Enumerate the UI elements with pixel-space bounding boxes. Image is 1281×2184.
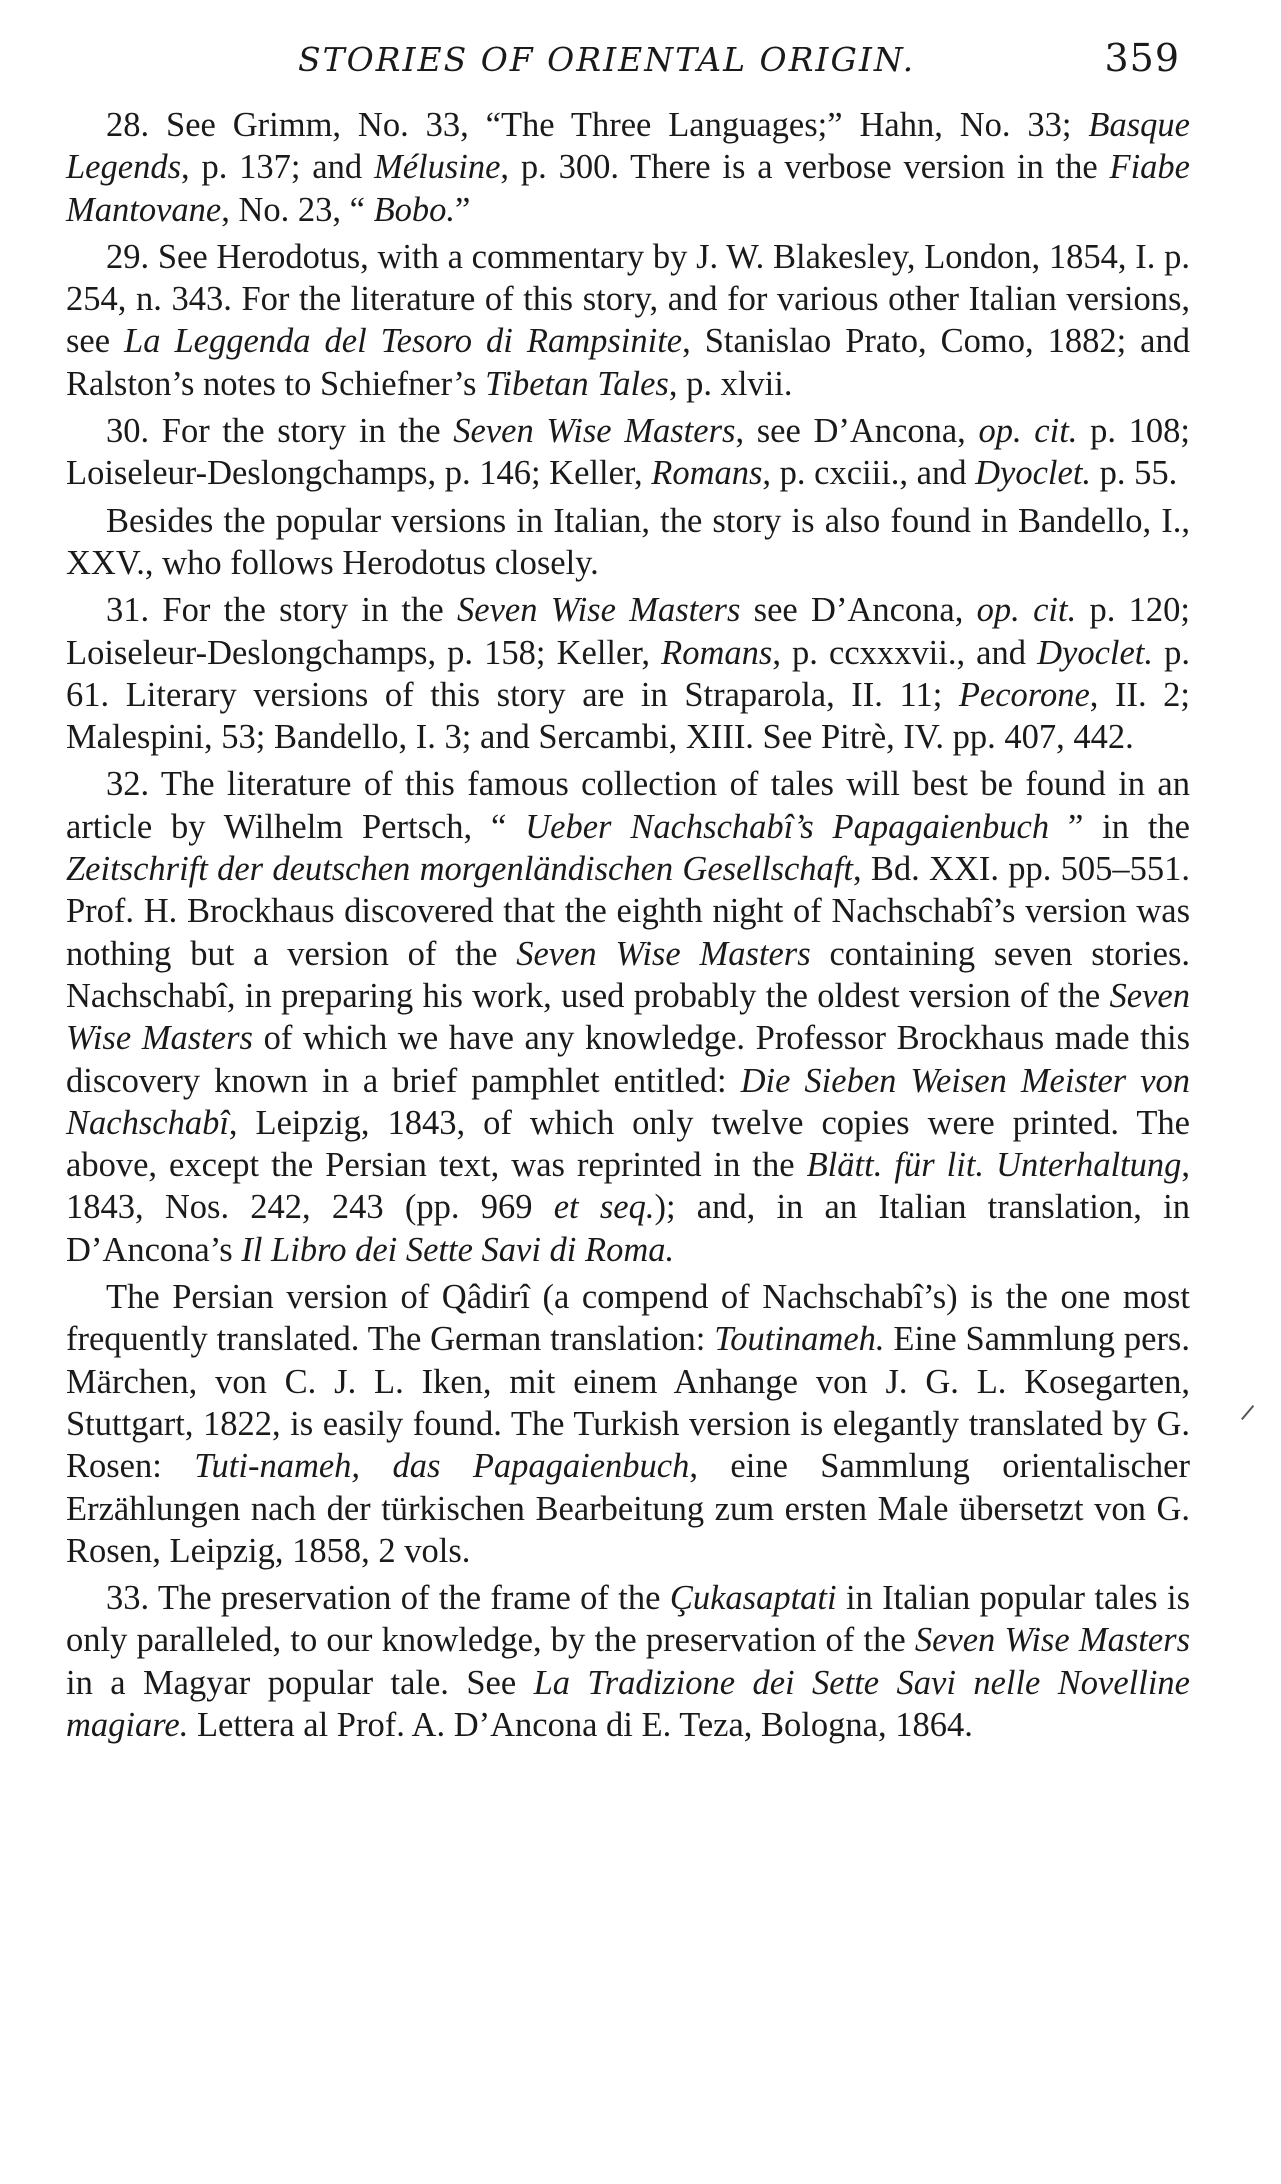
- italic-title: Dyoclet.: [1037, 633, 1154, 672]
- text-run: 28. See Grimm, No. 33, “The Three Languages;” Hahn, No. 33;: [106, 106, 1089, 144]
- text-run: , p. 137; and: [181, 148, 374, 187]
- text-run: Eine Sammlung pers. Märchen, von C. J. L. Iken, mit einem Anhange von J. G. L. Kosegarten, Stuttgart, 1822, is easily found. The Turkish version is elegantly translated by G. Rosen:: [66, 1320, 1190, 1486]
- italic-title: Romans: [651, 454, 763, 493]
- italic-title: Blätt. für lit. Unterhaltung: [806, 1146, 1182, 1185]
- italic-title: Pecorone: [958, 675, 1090, 714]
- note-32-continued: [66, 1276, 1190, 1572]
- text-run: , Bd. XXI. pp. 505–551. Prof. H. Brockhaus discovered that the eighth night of Nachschabî’s version was nothing but a version of the: [66, 850, 1190, 973]
- italic-title: Seven Wise Masters: [516, 934, 811, 973]
- text-run: , No. 23, “: [221, 190, 374, 229]
- text-run: The Persian version of Qâdirî (a compend of Nachschabî’s) is the one most frequently translated. The German translation:: [66, 1278, 1190, 1359]
- italic-title: La Tradizione dei Sette Savi nelle Novelline magiare.: [66, 1663, 1190, 1744]
- italic-title: Mélusine: [373, 148, 501, 187]
- italic-title: Çukasaptati: [669, 1579, 837, 1618]
- italic-title: Dyoclet.: [975, 454, 1092, 493]
- text-run: Lettera al Prof. A. D’Ancona di E. Teza, Bologna, 1864.: [188, 1705, 973, 1744]
- text-run: ); and, in an Italian translation, in D’Ancona’s: [66, 1188, 1190, 1269]
- italic-title: op. cit.: [976, 591, 1077, 630]
- text-run: in a Magyar popular tale. See: [66, 1663, 534, 1702]
- note-28: [66, 104, 1190, 231]
- note-30-continued: [66, 500, 1190, 585]
- italic-title: La Leggenda del Tesoro di Rampsinite: [124, 322, 683, 361]
- text-run: ”: [455, 190, 471, 229]
- text-run: ” in the: [1049, 807, 1190, 846]
- text-run: 30. For the story in the: [106, 412, 454, 451]
- italic-title: Zeitschrift der deutschen morgenländischen Gesellschaft: [66, 850, 853, 889]
- text-run: , see D’Ancona,: [735, 412, 979, 451]
- italic-title: Seven Wise Masters: [66, 976, 1190, 1058]
- text-run: p. 61. Literary versions of this story are in Straparola, II. 11;: [66, 633, 1190, 714]
- italic-title: et seq.: [553, 1188, 655, 1227]
- italic-title: Tuti-nameh, das Papagaienbuch: [194, 1447, 690, 1486]
- text-run: 31. For the story in the: [106, 591, 457, 630]
- text-run: 33. The preservation of the frame of the: [106, 1579, 670, 1618]
- italic-title: Basque Legends: [66, 106, 1190, 187]
- italic-title: Fiabe Mantovane: [66, 148, 1190, 229]
- italic-title: Il Libro dei Sette Savi di Roma.: [241, 1230, 675, 1269]
- italic-title: Die Sieben Weisen Meister von Nachschabî: [66, 1061, 1191, 1142]
- italic-title: op. cit.: [978, 412, 1078, 451]
- text-run: p. 55.: [1091, 454, 1178, 493]
- text-run: 29. See Herodotus, with a commentary by J. W. Blakesley, London, 1854, I. p. 254, n. 343. For the literature of this story, and for various other Italian versions, see: [66, 237, 1190, 361]
- italic-title: Bobo.: [373, 190, 456, 229]
- text-run: , Stanislao Prato, Como, 1882; and Ralston’s notes to Schiefner’s: [66, 322, 1190, 403]
- note-30: [66, 410, 1190, 495]
- italic-title: Seven Wise Masters: [914, 1621, 1191, 1660]
- text-run: , 1843, Nos. 242, 243 (pp. 969: [66, 1146, 1190, 1227]
- text-run: , Leipzig, 1843, of which only twelve copies were printed. The above, except the Persian text, was reprinted in the: [66, 1103, 1190, 1185]
- text-run: , eine Sammlung orientalischer Erzählungen nach der türkischen Bearbeitung zum ersten Male übersetzt von G. Rosen, Leipzig, 1858, 2 vols.: [66, 1447, 1190, 1570]
- note-29: [66, 236, 1190, 405]
- text-run: p. 108; Loiseleur-Deslongchamps, p. 146; Keller,: [66, 412, 1191, 493]
- note-33: [66, 1577, 1190, 1746]
- text-run: see D’Ancona,: [740, 591, 977, 630]
- running-title: STORIES OF ORIENTAL ORIGIN.: [298, 40, 916, 79]
- italic-title: Romans: [661, 633, 773, 672]
- text-run: , p. cxciii., and: [762, 454, 976, 493]
- text-run: , II. 2; Malespini, 53; Bandello, I. 3; and Sercambi, XIII. See Pitrè, IV. pp. 407, 442.: [66, 675, 1190, 757]
- text-run: 32. The literature of this famous collection of tales will best be found in an article by Wilhelm Pertsch, “: [66, 765, 1190, 846]
- text-run: Besides the popular versions in Italian, the story is also found in Bandello, I., XXV., who follows Herodotus closely.: [66, 501, 1190, 582]
- italic-title: Seven Wise Masters: [457, 591, 741, 630]
- italic-title: Seven Wise Masters: [453, 412, 736, 451]
- italic-title: Tibetan Tales: [485, 364, 669, 403]
- text-run: , p. xlvii.: [668, 364, 793, 403]
- text-run: of which we have any knowledge. Professor Brockhaus made this discovery known in a brief pamphlet entitled:: [66, 1019, 1190, 1100]
- margin-mark: [1241, 1405, 1265, 1429]
- text-run: containing seven stories. Nachschabî, in preparing his work, used probably the oldest version of the: [66, 934, 1190, 1015]
- page-number: 359: [1104, 36, 1180, 80]
- text-run: , p. 300. There is a verbose version in the: [500, 148, 1110, 187]
- text-run: , p. ccxxxvii., and: [772, 633, 1038, 672]
- page-header: [66, 34, 1190, 94]
- text-run: in Italian popular tales is only paralleled, to our knowledge, by the preservation of the: [66, 1579, 1190, 1660]
- note-32: [66, 763, 1190, 1271]
- italic-title: Toutinameh.: [714, 1320, 885, 1359]
- note-31: [66, 589, 1190, 758]
- text-run: p. 120; Loiseleur-Deslongchamps, p. 158; Keller,: [66, 591, 1191, 672]
- notes-body: [66, 104, 1190, 1746]
- italic-title: Ueber Nachschabî’s Papagaienbuch: [525, 807, 1050, 846]
